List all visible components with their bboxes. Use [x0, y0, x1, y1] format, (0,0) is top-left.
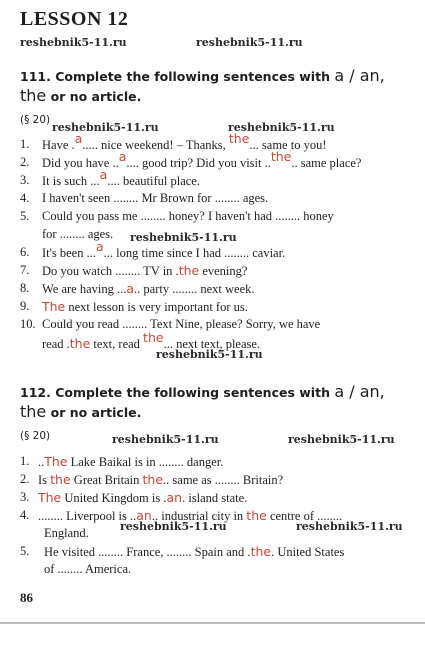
- sentence-text-cont: of ........ America.: [44, 562, 132, 576]
- exercise-title-the: the: [20, 402, 47, 421]
- exercise-title-text: 112. Complete the following sentences with: [20, 385, 335, 400]
- sentence-text: ..The Lake Baikal is in ........ danger.: [38, 454, 224, 469]
- answer-a: a: [74, 131, 83, 146]
- exercise-112-title-line2: [20, 402, 141, 421]
- sentence-text-cont: read .the text, read the... next text, please.: [42, 330, 261, 351]
- sentence-number: 3.: [20, 173, 30, 187]
- answer-the: the: [50, 472, 71, 487]
- answer-the-cap: The: [44, 454, 68, 469]
- exercise-111-title-line2: [20, 86, 141, 105]
- sentence-text: It's been ...a... long time since I had ........ caviar.: [42, 239, 286, 260]
- answer-the: the: [69, 336, 91, 351]
- sentence-text: Could you read ........ Text Nine, please? Sorry, we have: [42, 317, 321, 331]
- answer-a: a: [118, 149, 127, 164]
- sentence-number: 9.: [20, 299, 30, 313]
- answer-the: the: [142, 472, 164, 487]
- exercise-111-title: [20, 66, 385, 85]
- answer-the: the: [246, 508, 267, 523]
- sentence-text: The United Kingdom is .an. island state.: [38, 490, 248, 505]
- answer-the: the: [228, 131, 250, 146]
- exercise-title-the: the: [20, 86, 47, 105]
- sentence-number: 7.: [20, 263, 30, 277]
- sentence-number: 6.: [20, 245, 30, 259]
- sentence-text-cont: England.: [44, 526, 89, 540]
- sentence-number: 3.: [20, 490, 30, 504]
- sentence-number: 2.: [20, 155, 30, 169]
- sentence-number: 4.: [20, 508, 30, 522]
- sentence-number: 5.: [20, 544, 30, 558]
- exercise-title-text: or no article.: [46, 405, 142, 420]
- section-ref: (§ 20): [20, 114, 51, 126]
- watermark: reshebnik5-11.ru: [228, 121, 335, 134]
- sentence-number: 1.: [20, 454, 30, 468]
- lesson-title: LESSON 12: [20, 8, 129, 30]
- watermark: reshebnik5-11.ru: [130, 231, 237, 244]
- sentence-number: 4.: [20, 191, 30, 205]
- sentence-text: The next lesson is very important for us.: [42, 299, 248, 314]
- answer-an: an: [136, 508, 152, 523]
- sentence-line: [20, 137, 29, 152]
- bottom-divider: [0, 622, 425, 624]
- watermark: reshebnik5-11.ru: [20, 36, 127, 49]
- watermark: reshebnik5-11.ru: [296, 520, 403, 533]
- answer-the-cap: The: [38, 490, 62, 505]
- exercise-title-articles: a / an,: [334, 382, 385, 401]
- sentence-text: ........ Liverpool is ..an.. industrial city in the centre of ........: [38, 508, 343, 523]
- watermark: reshebnik5-11.ru: [52, 121, 159, 134]
- sentence-text: Do you watch ........ TV in .the evening?: [42, 263, 248, 278]
- answer-a: a: [99, 167, 108, 182]
- answer-the: the: [270, 149, 292, 164]
- exercise-title-articles: a / an,: [334, 66, 385, 85]
- sentence-text: Did you have ..a.... good trip? Did you visit ..the.. same place?: [42, 149, 362, 170]
- answer-a: a: [126, 281, 135, 296]
- sentence-number: 10.: [20, 317, 36, 331]
- sentence-text: Have .a..... nice weekend! – Thanks, the... same to you!: [42, 131, 327, 152]
- answer-the: the: [143, 330, 164, 345]
- sentence-text: I haven't seen ........ Mr Brown for ........ ages.: [42, 191, 269, 205]
- sentence-number: 2.: [20, 472, 30, 486]
- exercise-title-text: or no article.: [46, 89, 142, 104]
- page-number: 86: [20, 590, 33, 605]
- sentence-text-cont: for ........ ages.: [42, 227, 114, 241]
- sentence-text: It is such ...a.... beautiful place.: [42, 167, 200, 188]
- sentence-text: We are having ...a.. party ........ next week.: [42, 281, 255, 296]
- answer-a: a: [95, 239, 104, 254]
- sentence-number: 1.: [20, 137, 30, 151]
- sentence-text: He visited ........ France, ........ Spain and .the. United States: [44, 544, 345, 559]
- watermark: reshebnik5-11.ru: [156, 348, 263, 361]
- answer-the: the: [178, 263, 200, 278]
- answer-an: an: [166, 490, 183, 505]
- sentence-number: 5.: [20, 209, 30, 223]
- section-ref: (§ 20): [20, 430, 51, 442]
- answer-the-cap: The: [42, 299, 66, 314]
- watermark: reshebnik5-11.ru: [112, 433, 219, 446]
- exercise-title-text: 111. Complete the following sentences with: [20, 69, 335, 84]
- watermark: reshebnik5-11.ru: [196, 36, 303, 49]
- sentence-text: Is the Great Britain the.. same as ........ Britain?: [38, 472, 284, 487]
- sentence-text: Could you pass me ........ honey? I haven't had ........ honey: [42, 209, 334, 223]
- answer-the: the: [250, 544, 272, 559]
- watermark: reshebnik5-11.ru: [288, 433, 395, 446]
- sentence-number: 8.: [20, 281, 30, 295]
- exercise-112-title: [20, 382, 385, 401]
- watermark: reshebnik5-11.ru: [120, 520, 227, 533]
